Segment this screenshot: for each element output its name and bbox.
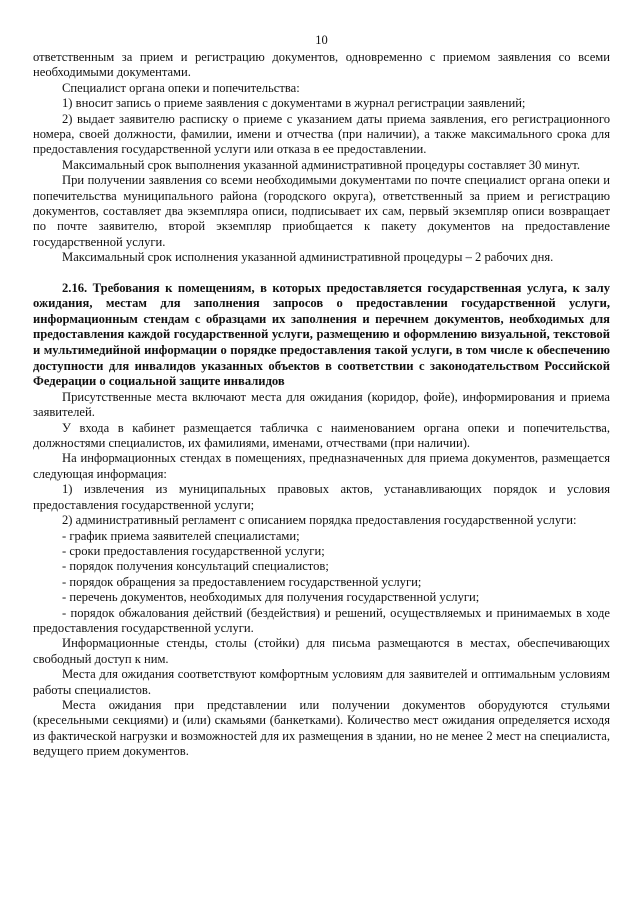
paragraph-max-time-2-days: Максимальный срок исполнения указанной административной процедуры – 2 рабочих дня. bbox=[62, 250, 554, 265]
paragraph-waiting-equipment: Места ожидания при представлении или получении документов оборудуются стульями (кресельными секциями) и (или) скамьями (банкетками). Количество мест ожидания определяется исходя из фактической нагрузки и возможностей для их размещения в здании, но не менее 2 мест на специалиста, ведущего прием документов. bbox=[33, 697, 610, 759]
paragraph-info-stands: На информационных стендах в помещениях, предназначенных для приема документов, размещается следующая информация: bbox=[33, 451, 610, 481]
paragraph-continuation: ответственным за прием и регистрацию документов, одновременно с приемом заявления со всеми необходимыми документами. bbox=[33, 50, 610, 80]
section-gap bbox=[33, 266, 610, 281]
paragraph-presence-places: Присутственные места включают места для ожидания (коридор, фойе), информирования и приема заявителей. bbox=[33, 389, 610, 420]
list-item: - порядок получения консультаций специалистов; bbox=[62, 559, 329, 574]
paragraph-info-item-1: 1) извлечения из муниципальных правовых актов, устанавливающих порядок и условия предоставления государственной услуги; bbox=[33, 482, 610, 512]
paragraph-door-sign: У входа в кабинет размещается табличка с наименованием органа опеки и попечительства, должностями специалистов, их фамилиями, именами, отчествами (при наличии). bbox=[33, 420, 610, 451]
section-heading: 2.16. Требования к помещениям, в которых предоставляется государственная услуга, к залу ожидания, местам для заполнения запросов о предоставлении государственной услуги, информационным стендам с образцами их заполнения и перечнем документов, необходимых для предоставления каждой государственной услуги, размещению и оформлению визуальной, текстовой и мультимедийной информации о порядке предоставления такой услуги, в том числе к обеспечению доступности для инвалидов указанных объектов в соответствии с законодательством Российской Федерации о социальной защите инвалидов bbox=[33, 280, 610, 389]
paragraph-max-time-30: Максимальный срок выполнения указанной административной процедуры составляет 30 минут. bbox=[62, 157, 580, 172]
list-item: - перечень документов, необходимых для получения государственной услуги; bbox=[62, 590, 480, 605]
paragraph-waiting-places: Места для ожидания соответствуют комфортным условиям для заявителей и оптимальным условиям работы специалистов. bbox=[33, 667, 610, 697]
list-item: - график приема заявителей специалистами; bbox=[62, 528, 300, 543]
paragraph-item-2: 2) выдает заявителю расписку о приеме с указанием даты приема заявления, его регистрационного номера, своей должности, фамилии, имени и отчества (при наличии), а также максимального срока для предоставления государственной услуги или отказа в ее предоставлении. bbox=[33, 111, 610, 157]
list-item: - порядок обжалования действий (бездействия) и решений, осуществляемых и принимаемых в ходе предоставления государственной услуги. bbox=[33, 605, 610, 635]
list-item: - порядок обращения за предоставлением государственной услуги; bbox=[62, 574, 422, 589]
paragraph-item-1: 1) вносит запись о приеме заявления с документами в журнал регистрации заявлений; bbox=[62, 96, 526, 111]
paragraph-info-item-2: 2) административный регламент с описанием порядка предоставления государственной услуги: bbox=[62, 513, 577, 528]
list-item: - сроки предоставления государственной услуги; bbox=[62, 543, 325, 558]
page-number: 10 bbox=[315, 33, 328, 47]
paragraph-specialist: Специалист органа опеки и попечительства: bbox=[62, 80, 300, 95]
paragraph-stands-tables: Информационные стенды, столы (стойки) для письма размещаются в местах, обеспечивающих свободный доступ к ним. bbox=[33, 636, 610, 666]
paragraph-mail-receipt: При получении заявления со всеми необходимыми документами по почте специалист органа опеки и попечительства муниципального района (городского округа), ответственный за прием и регистрацию документов, составляет два экземпляра описи, подписывает их сам, первый экземпляр описи возвращает по почте заявителю, второй экземпляр приобщается к пакету документов на предоставление государственной услуги. bbox=[33, 173, 610, 249]
